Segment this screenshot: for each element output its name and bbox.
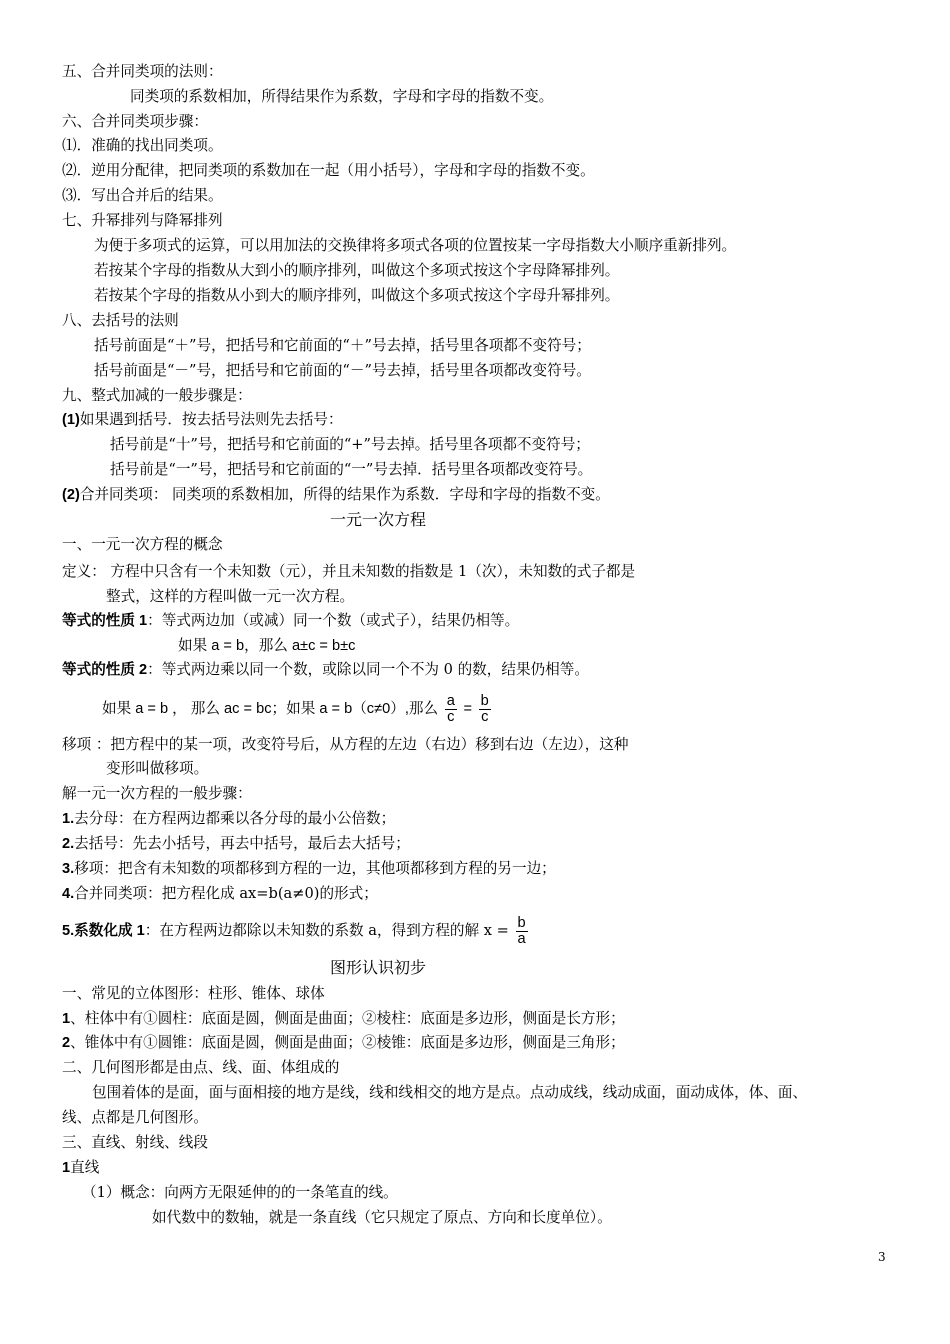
property-label: 等式的性质 2: [62, 662, 148, 678]
text-line: [62, 410, 343, 430]
step-line: [62, 884, 378, 904]
step-label: (2): [62, 487, 80, 503]
step-number: 4.: [62, 886, 75, 902]
numerator: b: [480, 692, 489, 709]
text-line: 若按某个字母的指数从大到小的顺序排列，叫做这个多项式按这个字母降幂排列。: [94, 262, 620, 279]
step-number: 2.: [62, 836, 75, 852]
step-line: [62, 809, 395, 829]
heading-5: 五、合并同类项的法则：: [62, 63, 223, 80]
denominator: a: [517, 930, 526, 947]
text-line: [62, 611, 519, 631]
property-label: 等式的性质 1: [62, 613, 148, 629]
denominator: c: [447, 708, 455, 725]
text-span: 去分母：在方程两边都乘以各分母的最小公倍数；: [74, 810, 396, 827]
fraction: [479, 694, 491, 725]
text-span: 、柱体中有①圆柱：底面是圆，侧面是曲面；②棱柱：底面是多边形，侧面是长方形；: [70, 1010, 625, 1027]
text-span: 如果遇到括号．按去括号法则先去括号：: [79, 411, 343, 428]
text-span: 合并同类项： 同类项的系数相加，所得的结果作为系数．字母和字母的指数不变。: [79, 486, 610, 503]
equals-sign: =: [463, 701, 473, 717]
text-span: 直线: [70, 1159, 100, 1176]
text-span: ：等式两边乘以同一个数，或除以同一个不为 0 的数，结果仍相等。: [147, 661, 589, 678]
step-line: [62, 834, 410, 854]
formula-line: [102, 692, 493, 726]
text-span: 合并同类项：把方程化成 ax=b(a≠0)的形式；: [74, 885, 378, 902]
item-number: 2: [62, 1035, 71, 1051]
section-title: 图形认识初步: [330, 958, 427, 977]
page-number: 3: [878, 1250, 886, 1264]
heading: 解一元一次方程的一般步骤：: [62, 785, 252, 802]
heading-8: 八、去括号的法则: [62, 312, 179, 329]
text-line: 若按某个字母的指数从小到大的顺序排列，叫做这个多项式按这个字母升幂排列。: [94, 287, 620, 304]
text-line: 线、点都是几何图形。: [62, 1109, 208, 1126]
item-number: 1: [62, 1160, 71, 1176]
text-line: [62, 1158, 99, 1178]
text-line: 移项 ：把方程中的某一项，改变符号后，从方程的左边（右边）移到右边（左边），这种: [62, 736, 629, 753]
heading-6: 六、合并同类项步骤：: [62, 113, 208, 130]
text-span: ：在方程两边都除以未知数的系数 a，得到方程的解 x =: [144, 922, 509, 939]
text-span: 、锥体中有①圆锥：底面是圆，侧面是曲面；②棱锥：底面是多边形，侧面是三角形；: [70, 1034, 625, 1051]
heading: 三、直线、射线、线段: [62, 1134, 208, 1151]
step-number: 5.系数化成 1: [62, 923, 145, 939]
numerator: b: [517, 914, 526, 931]
heading-7: 七、升幂排列与降幂排列: [62, 212, 223, 229]
step-label: (1): [62, 412, 80, 428]
fraction: [516, 916, 528, 947]
text-line: 包围着体的是面，面与面相接的地方是线，线和线相交的地方是点。点动成线，线动成面，面动成体，体、面、: [92, 1084, 808, 1101]
text-line: 变形叫做移项。: [106, 760, 209, 777]
text-span: ：等式两边加（或减）同一个数（或式子），结果仍相等。: [147, 612, 520, 629]
text-line: 括号前是“十”号，把括号和它前面的“+”号去掉。括号里各项都不变符号；: [110, 436, 590, 453]
text-line: 定义： 方程中只含有一个未知数（元），并且未知数的指数是 1（次），未知数的式子都是: [62, 563, 636, 580]
item-number: 1: [62, 1011, 71, 1027]
numerator: a: [446, 692, 455, 709]
text-line: ⑶．写出合并后的结果。: [62, 187, 223, 204]
fraction: [445, 694, 457, 725]
text-line: 为便于多项式的运算，可以用加法的交换律将多项式各项的位置按某一字母指数大小顺序重新排列。: [94, 237, 737, 254]
text-span: 移项：把含有未知数的项都移到方程的一边，其他项都移到方程的另一边；: [74, 860, 556, 877]
step-line: [62, 914, 530, 948]
text-line: （1）概念：向两方无限延伸的的一条笔直的线。: [82, 1184, 398, 1201]
text-line: ⑴．准确的找出同类项。: [62, 137, 223, 154]
step-line: [62, 859, 556, 879]
text-line: 括号前面是“－”号，把括号和它前面的“－”号去掉，括号里各项都改变符号。: [94, 362, 591, 379]
text-line: [62, 660, 589, 680]
text-line: 同类项的系数相加，所得结果作为系数，字母和字母的指数不变。: [130, 88, 554, 105]
text-span: 如果 a = b ， 那么 ac = bc；如果 a = b（c≠0）,那么: [102, 701, 439, 717]
section-title: 一元一次方程: [330, 510, 427, 529]
text-line: [62, 485, 610, 505]
text-line: 如代数中的数轴，就是一条直线（它只规定了原点、方向和长度单位）。: [152, 1209, 612, 1226]
text-span: 去括号：先去小括号，再去中括号，最后去大括号；: [74, 835, 410, 852]
text-line: ⑵．逆用分配律，把同类项的系数加在一起（用小括号），字母和字母的指数不变。: [62, 162, 595, 179]
text-line: 括号前是“一”号，把括号和它前面的“一”号去掉．括号里各项都改变符号。: [110, 461, 593, 478]
step-number: 3.: [62, 861, 75, 877]
text-line: [62, 1033, 625, 1053]
text-line: [62, 1009, 625, 1029]
formula-line: 如果 a = b，那么 a±c = b±c: [178, 638, 356, 654]
step-number: 1.: [62, 811, 75, 827]
text-line: 整式，这样的方程叫做一元一次方程。: [106, 588, 355, 605]
heading: 一、一元一次方程的概念: [62, 536, 223, 553]
denominator: c: [481, 708, 489, 725]
heading: 一、常见的立体图形：柱形、锥体、球体: [62, 985, 325, 1002]
heading: 二、几何图形都是由点、线、面、体组成的: [62, 1059, 340, 1076]
text-line: 括号前面是“＋”号，把括号和它前面的“＋”号去掉，括号里各项都不变符号；: [94, 337, 591, 354]
heading-9: 九、整式加减的一般步骤是：: [62, 387, 252, 404]
